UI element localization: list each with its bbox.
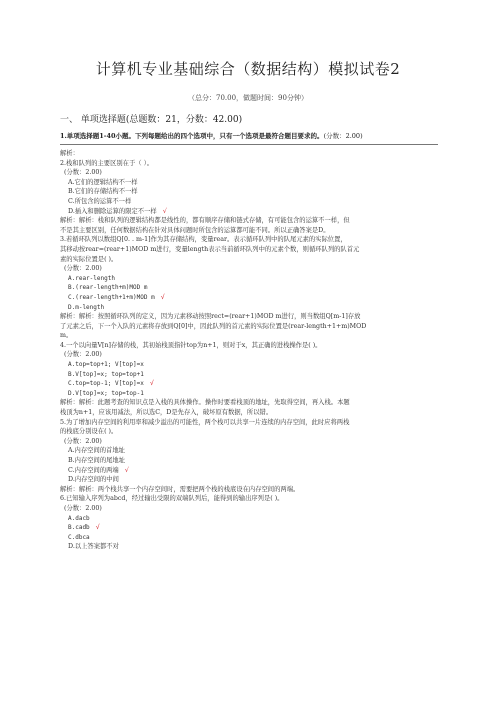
option: A.rear-length <box>68 274 115 282</box>
section-heading: 一、 单项选择题(总题数：21，分数：42.00) <box>60 115 243 125</box>
question-score: (分数：2.00) <box>64 437 102 445</box>
check-mark-icon: √ <box>160 292 165 301</box>
question-stem: 6.已知输入序列为abcd，经过输出受限的双端队列后，能得到的输出序列是( )。 <box>60 495 284 503</box>
check-mark-icon: √ <box>95 523 100 532</box>
option: D.以上答案都不对 <box>68 543 119 551</box>
question-stem: 3.若循环队列以数组Q[0. . m-1]作为其存储结构，变量rear。表示循环队列中的队尾元素的实际位置， <box>60 236 347 244</box>
option-text: C.top=top-1; V[top]=x <box>68 380 144 388</box>
option: A.内存空间的首地址 <box>68 447 125 455</box>
page-title: 计算机专业基础综合（数据结构）模拟试卷2 <box>95 60 401 78</box>
analysis-line: 解析：解析：栈和队列的逻辑结构都是线性的，都有顺序存储和链式存储，有可能包含的运算不一样，但 <box>60 217 350 225</box>
question-list <box>60 149 440 552</box>
option-correct <box>60 293 440 303</box>
option: B.它们的存储结构不一样 <box>68 188 138 196</box>
analysis-line: 解析：解析：此题考查的知识点是入栈的具体操作。操作时要看栈顶的地址，先取得空间，再入栈。本题 <box>60 399 350 407</box>
option: C.所包含的运算不一样 <box>68 197 132 205</box>
analysis-line: 了元素之后，下一个入队的元素将存放到Q[0]中，因此队列的首元素的实际位置是(rear-length+1+m)MOD <box>60 322 367 330</box>
option-correct <box>60 466 440 476</box>
question-stem: 素的实际位置是( )。 <box>60 255 118 263</box>
check-mark-icon: √ <box>124 465 129 474</box>
question-score: (分数：2.00) <box>64 265 102 273</box>
option-correct <box>60 379 440 389</box>
question-stem: 2.栈和队列的主要区别在于（ ）。 <box>60 159 154 167</box>
option-correct <box>60 523 440 533</box>
option: B.(rear-length+m)MOD m <box>68 284 148 292</box>
instruction-score: (分数：2.00) <box>323 132 363 140</box>
option: D.内存空间的中间 <box>68 476 119 484</box>
question-score: (分数：2.00) <box>64 169 102 177</box>
option-text: C.内存空间的两端 <box>68 466 119 474</box>
question-stem: 的栈底分别设在( )。 <box>60 428 118 436</box>
question-score: (分数：2.00) <box>64 504 102 512</box>
question-stem: 4.一个以向量V[n]存储的栈，其初始栈顶指针top为n+1，则对于x，其正确的进栈操作是( )。 <box>60 341 322 349</box>
option-text: B.cadb <box>68 524 90 532</box>
option: A.top=top+1; V[top]=x <box>68 361 144 369</box>
divider <box>60 144 438 145</box>
question-stem: 5.为了增加内存空间的利用率和减少溢出的可能性，两个栈可以共享一片连续的内存空间，此时应将两栈 <box>60 418 350 426</box>
analysis-line: m。 <box>60 332 73 340</box>
analysis-line: 不是其主要区别，任何数据结构在针对具体问题时所包含的运算都可能不同。所以正确答案是D。 <box>60 226 330 234</box>
option: D.m-length <box>68 303 105 311</box>
option: B.V[top]=x; top=top+1 <box>68 370 144 378</box>
question-stem: 其移动按rear=(rear+1)MOD m进行，变量length表示当前循环队列中的元素个数，则循环队列的队首元 <box>60 245 360 253</box>
analysis-line: 解析：解析：按照循环队列的定义，因为元素移动按照rect=(rear+1)MOD m进行，则当数组Q[m-1]存放 <box>60 313 361 321</box>
option-correct <box>60 207 440 217</box>
option: A.它们的逻辑结构不一样 <box>68 178 138 186</box>
check-mark-icon: √ <box>149 379 154 388</box>
option: D.V[top]=x; top=top-1 <box>68 389 144 397</box>
check-mark-icon: √ <box>162 206 167 215</box>
option: C.dbca <box>68 533 90 541</box>
option-text: C.(rear-length+1+m)MOD m <box>68 293 155 301</box>
q1-analysis: 解析： <box>60 150 79 157</box>
option-text: D.插入和删除运算的限定不一样 <box>68 207 157 215</box>
analysis-line: 栈顶为n+1，应该用减法，所以选C，D是先存入，破坏原有数据，所以错。 <box>60 409 273 417</box>
question-score: (分数：2.00) <box>64 351 102 359</box>
analysis-line: 解析：解析：两个栈共享一个内存空间时，需要把两个栈的栈底设在内存空间的两端。 <box>60 485 300 493</box>
instruction-text: 1.单项选择题1-40小题。下列每题给出的四个选项中，只有一个选项是最符合题目要求的。 <box>60 132 324 140</box>
instruction-line <box>60 131 440 140</box>
option: A.dacb <box>68 514 90 522</box>
exam-meta: （总分：70.00，做题时间：90分钟） <box>188 94 308 102</box>
option: B.内存空间的尾地址 <box>68 457 126 464</box>
